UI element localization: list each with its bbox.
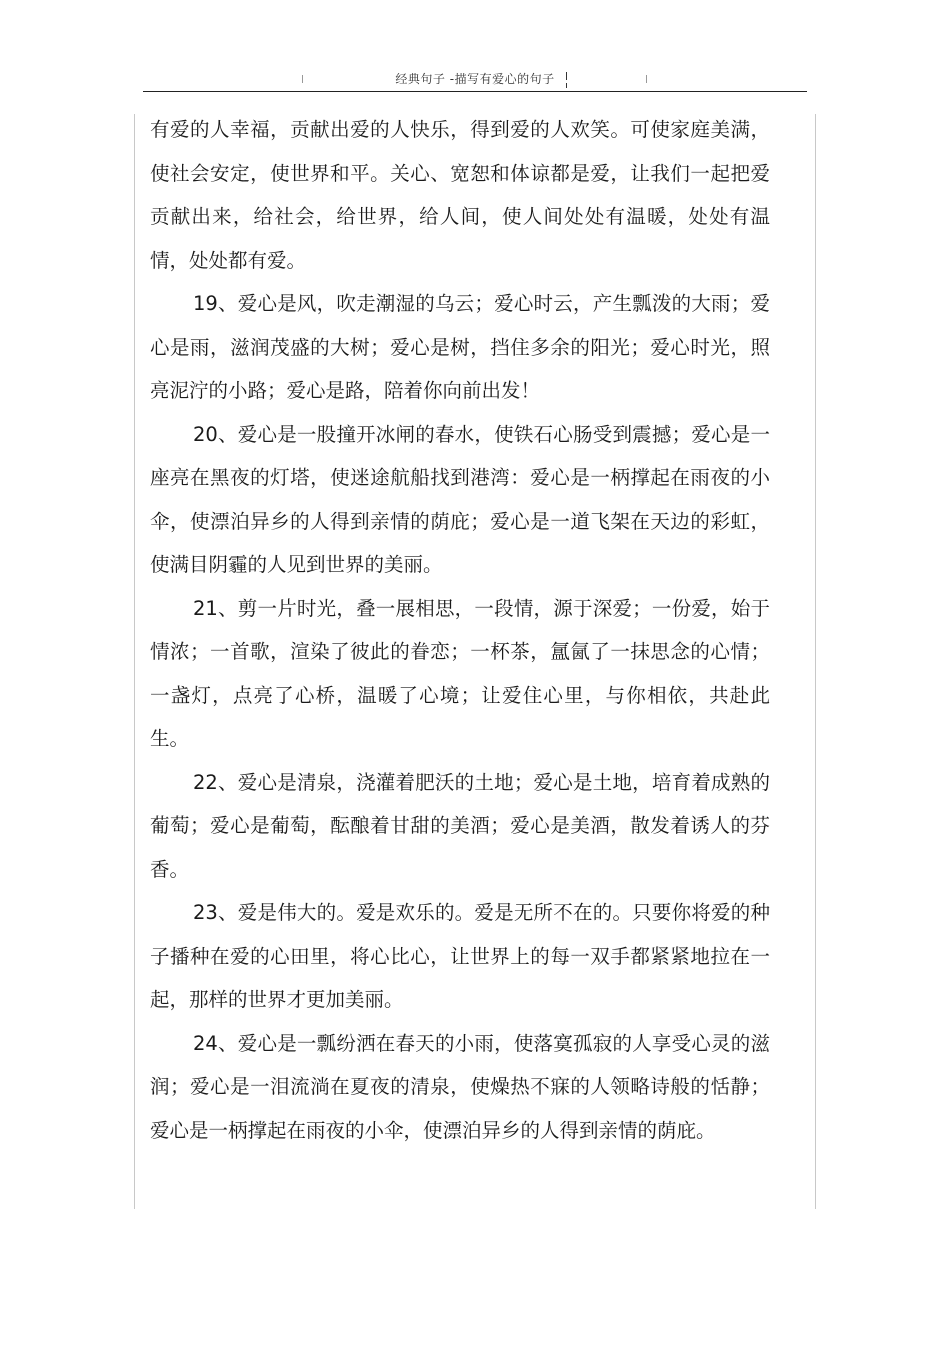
paragraph-23: 23、爱是伟大的。爱是欢乐的。爱是无所不在的。只要你将爱的种子播种在爱的心田里，将心比心，让世界上的每一双手都紧紧地拉在一起，那样的世界才更加美丽。 (150, 901, 770, 1011)
header-rule (143, 91, 807, 92)
paragraph-21: 21、剪一片时光，叠一展相思，一段情，源于深爱；一份爱，始于情浓；一首歌，渲染了彼此的眷恋；一杯茶，氲氤了一抹思念的心情；一盏灯，点亮了心桥，温暖了心境；让爱住心里，与你相依，共赴此生。 (150, 596, 770, 750)
header-tick-left (302, 75, 303, 83)
paragraph-19: 19、爱心是风，吹走潮湿的乌云；爱心时云，产生瓢泼的大雨；爱心是雨，滋润茂盛的大树；爱心是树，挡住多余的阳光；爱心时光，照亮泥泞的小路；爱心是路，陪着你向前出发！ (150, 292, 770, 402)
right-margin-rule (815, 114, 816, 1209)
header-tick-mid (566, 72, 567, 80)
left-margin-rule (134, 114, 135, 1209)
header-tick-mid-2 (566, 83, 567, 88)
paragraph-continued: 有爱的人幸福，贡献出爱的人快乐，得到爱的人欢笑。可使家庭美满，使社会安定，使世界和平。关心、宽恕和体谅都是爱，让我们一起把爱贡献出来，给社会，给世界，给人间，使人间处处有温暖，处处有温情，处处都有爱。 (150, 118, 770, 272)
paragraph-22: 22、爱心是清泉，浇灌着肥沃的土地；爱心是土地，培育着成熟的葡萄；爱心是葡萄，酝酿着甘甜的美酒；爱心是美酒，散发着诱人的芬香。 (150, 770, 770, 881)
paragraph-20: 20、爱心是一股撞开冰闸的春水，使铁石心肠受到震撼；爱心是一座亮在黑夜的灯塔，使迷途航船找到港湾：爱心是一柄撑起在雨夜的小伞，使漂泊异乡的人得到亲情的荫庇；爱心是一道飞架在天边的彩虹，使满目阴霾的人见到世界的美丽。 (150, 422, 770, 576)
body-text (150, 108, 770, 1152)
paragraph-24: 24、爱心是一瓢纷洒在春天的小雨，使落寞孤寂的人享受心灵的滋润；爱心是一泪流淌在夏夜的清泉，使燥热不寐的人领略诗般的恬静；爱心是一柄撑起在雨夜的小伞，使漂泊异乡的人得到亲情的荫庇。 (150, 1031, 770, 1142)
header-title: 经典句子 -描写有爱心的句子 (395, 72, 555, 86)
header-tick-right (646, 75, 647, 83)
